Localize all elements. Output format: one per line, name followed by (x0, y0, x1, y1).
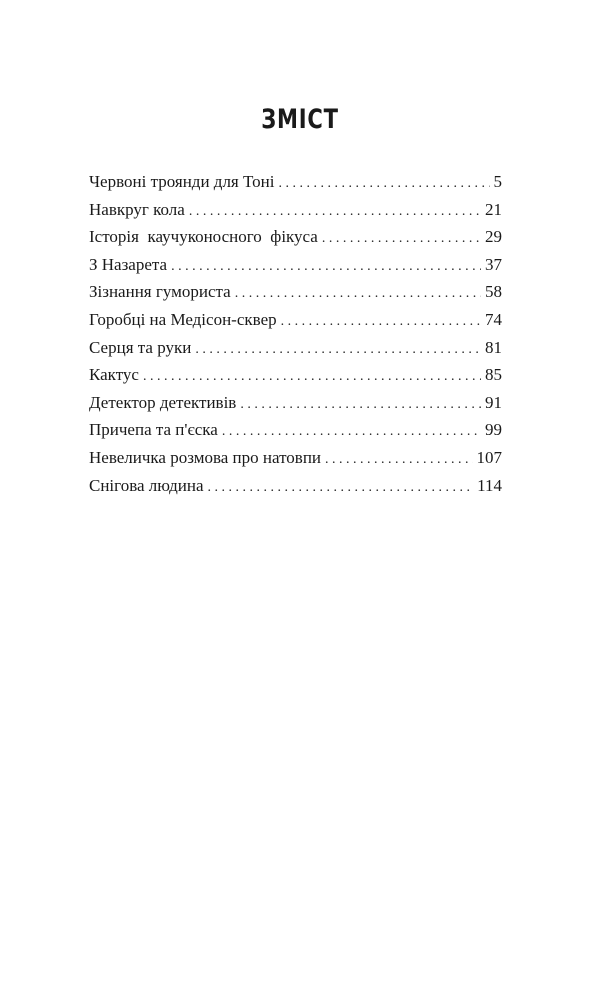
toc-entry-page: 114 (477, 475, 502, 495)
toc-entry (89, 444, 502, 472)
dot-leader (222, 418, 481, 446)
toc-entry (89, 361, 502, 389)
toc-entry (89, 472, 502, 500)
toc-entry (89, 334, 502, 362)
dot-leader (171, 253, 481, 281)
toc-entry-title: Навкруг кола (89, 199, 185, 219)
toc-entry-page: 5 (493, 172, 502, 191)
toc-entry-title: Невеличка розмова про натовпи (89, 447, 322, 467)
toc-entry-title: Детектор детективів (89, 392, 237, 412)
toc-entry-title: Горобці на Медісон-сквер (89, 309, 277, 329)
dot-leader (189, 198, 481, 226)
page-title: ЗМІСТ (261, 104, 339, 135)
table-of-contents (89, 168, 502, 499)
toc-entry-page: 107 (476, 447, 502, 467)
toc-entry-page: 91 (485, 392, 502, 412)
toc-entry-page: 37 (485, 254, 502, 274)
toc-entry (89, 306, 502, 334)
toc-entry (89, 251, 502, 279)
toc-entry-page: 85 (485, 365, 502, 385)
dot-leader (322, 225, 481, 253)
dot-leader (281, 308, 481, 336)
toc-entry (89, 416, 502, 444)
toc-entry-title: Серця та руки (89, 337, 192, 357)
dot-leader (195, 336, 481, 364)
toc-entry-page: 99 (485, 420, 502, 440)
toc-entry-page: 74 (485, 309, 502, 329)
toc-entry-page: 58 (485, 282, 502, 302)
dot-leader (240, 391, 481, 419)
toc-entry-title: Червоні троянди для Тоні (89, 172, 275, 191)
dot-leader (325, 446, 472, 474)
dot-leader (208, 474, 474, 502)
dot-leader (235, 280, 481, 308)
toc-entry-page: 21 (485, 199, 502, 219)
dot-leader (143, 363, 481, 391)
toc-entry (89, 168, 502, 196)
toc-entry-page: 29 (485, 227, 502, 247)
toc-entry-title: З Назарета (89, 254, 168, 274)
toc-entry (89, 223, 502, 251)
toc-entry-page: 81 (485, 337, 502, 357)
toc-entry-title: Зізнання гумориста (89, 282, 231, 302)
toc-entry (89, 389, 502, 417)
toc-entry-title: Історія каучуконосного фікуса (89, 227, 318, 247)
dot-leader (278, 170, 489, 198)
toc-entry-title: Кактус (89, 365, 139, 385)
toc-entry-title: Снігова людина (89, 475, 204, 495)
toc-entry (89, 196, 502, 224)
toc-entry-title: Причепа та п'єска (89, 420, 218, 440)
toc-entry (89, 278, 502, 306)
